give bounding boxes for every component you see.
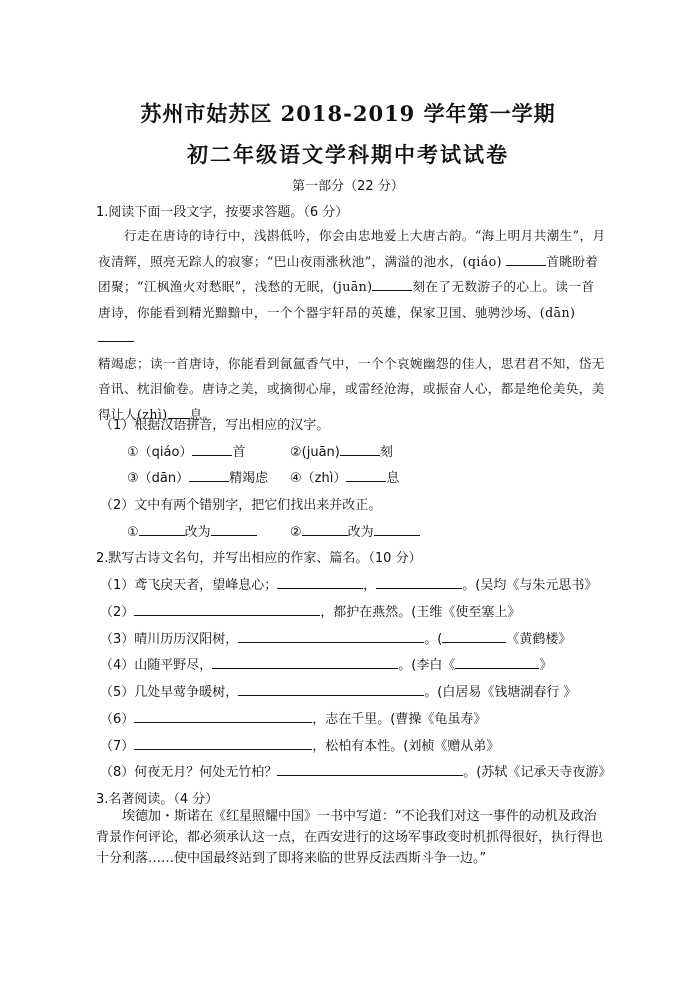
answer-blank[interactable] — [277, 764, 463, 776]
passage-line: 音讯、枕泪偷卷。唐诗之美，或摘彻心扉，或雷经沧海，或振奋人心，都是绝伦美奂，美 — [98, 381, 605, 396]
answer-blank[interactable] — [134, 604, 320, 616]
q1-sub1-item: ②(juān) 刻 — [290, 445, 393, 460]
q1-sub1-item: ③（dān） 精竭虑 — [127, 471, 269, 486]
q2-heading: 2.默写古诗文名句，并写出相应的作家、篇名。（10 分） — [96, 551, 422, 566]
exam-title: 苏州市姑苏区 2018-2019 学年第一学期 — [140, 101, 556, 126]
q2-item: （8）何夜无月？何处无竹柏？ 。(苏轼《记承天寺夜游》 — [100, 765, 612, 780]
answer-blank[interactable] — [189, 470, 229, 482]
q2-item: （2） ，都护在燕然。(王维《使至塞上》 — [100, 605, 521, 620]
q2-item: （4）山随平野尽， 。(李白《 》 — [100, 658, 553, 673]
passage-line: 得让人(zhì) 息。 — [98, 406, 216, 422]
q1-sub1: （1）根据汉语拼音，写出相应的汉字。 — [100, 418, 330, 433]
passage-line: 背景作何评论，都必须承认这一点，在西安进行的这场军事政变时机抓得很好，执行得也 — [96, 830, 604, 845]
passage-line: 团聚；“江枫渔火对愁眠”，浅愁的无眠，(juān) 刻在了无数游子的心上。读一首 — [98, 279, 595, 294]
answer-blank[interactable] — [139, 524, 185, 536]
q2-item: （5）几处早莺争暖树， 。(白居易《钱塘湖春行 》 — [100, 685, 577, 700]
answer-blank[interactable] — [442, 631, 506, 643]
answer-blank[interactable] — [455, 657, 539, 669]
answer-blank[interactable] — [211, 524, 257, 536]
answer-blank[interactable] — [302, 524, 348, 536]
q1-passage — [98, 223, 608, 427]
q3-heading: 3.名著阅读。（4 分） — [96, 792, 219, 807]
answer-blank[interactable] — [374, 524, 420, 536]
passage-line: 唐诗，你能看到精光黯黯中，一个个器宇轩昂的英雄，保家卫国、驰骋沙场、(dān) — [98, 300, 608, 351]
answer-blank[interactable] — [134, 738, 312, 750]
answer-blank[interactable] — [506, 254, 546, 266]
answer-blank[interactable] — [346, 470, 386, 482]
passage-line: 埃德加・斯诺在《红星照耀中国》一书中写道：“不论我们对这一事件的动机及政治 — [122, 809, 597, 824]
q2-item: （7） ，松柏有本性。(刘桢《赠从弟》 — [100, 739, 500, 754]
q1-sub2-item: ② 改为 — [290, 521, 420, 540]
q1-heading: 1.阅读下面一段文字，按要求答题。（6 分） — [96, 205, 349, 220]
answer-blank[interactable] — [238, 631, 424, 643]
q1-sub2-item: ① 改为 — [127, 521, 257, 540]
q2-item: （1）鸢飞戾天者，望峰息心； ， 。(吴均《与朱元思书》 — [100, 578, 598, 593]
q3-passage — [96, 806, 616, 869]
q2-item: （3）晴川历历汉阳树， 。( 《黄鹤楼》 — [100, 632, 572, 647]
answer-blank[interactable] — [212, 657, 398, 669]
passage-line: 夜清辉，照亮无踪人的寂寥；“巴山夜雨涨秋池”，满溢的池水，(qiáo) 首眺盼着 — [98, 253, 599, 269]
exam-subtitle: 初二年级语文学科期中考试试卷 — [187, 142, 509, 167]
passage-line: 精竭虑；读一首唐诗，你能看到氤氲香气中，一个个哀婉幽怨的佳人，思君君不知，岱无 — [98, 355, 605, 371]
answer-blank[interactable] — [98, 330, 134, 342]
q2-item: （6） ，志在千里。(曹操《龟虽寿》 — [100, 712, 487, 727]
answer-blank[interactable] — [134, 711, 312, 723]
q1-sub1-item: ①（qiáo） 首 — [127, 445, 246, 460]
passage-line: 行走在唐诗的诗行中，浅斟低吟，你会由忠地爱上大唐古韵。“海上明月共潮生”，月 — [124, 228, 606, 243]
passage-line: 十分利落……使中国最终站到了即将来临的世界反法西斯斗争一边。” — [96, 851, 487, 866]
answer-blank[interactable] — [376, 577, 462, 589]
answer-blank[interactable] — [277, 577, 363, 589]
q1-sub1-item: ④（zhì） 息 — [290, 471, 400, 486]
part-heading: 第一部分（22 分） — [292, 179, 404, 194]
q1-sub2: （2）文中有两个错别字，把它们找出来并改正。 — [100, 498, 382, 513]
answer-blank[interactable] — [372, 279, 412, 291]
answer-blank[interactable] — [340, 444, 380, 456]
answer-blank[interactable] — [238, 684, 424, 696]
answer-blank[interactable] — [192, 444, 232, 456]
